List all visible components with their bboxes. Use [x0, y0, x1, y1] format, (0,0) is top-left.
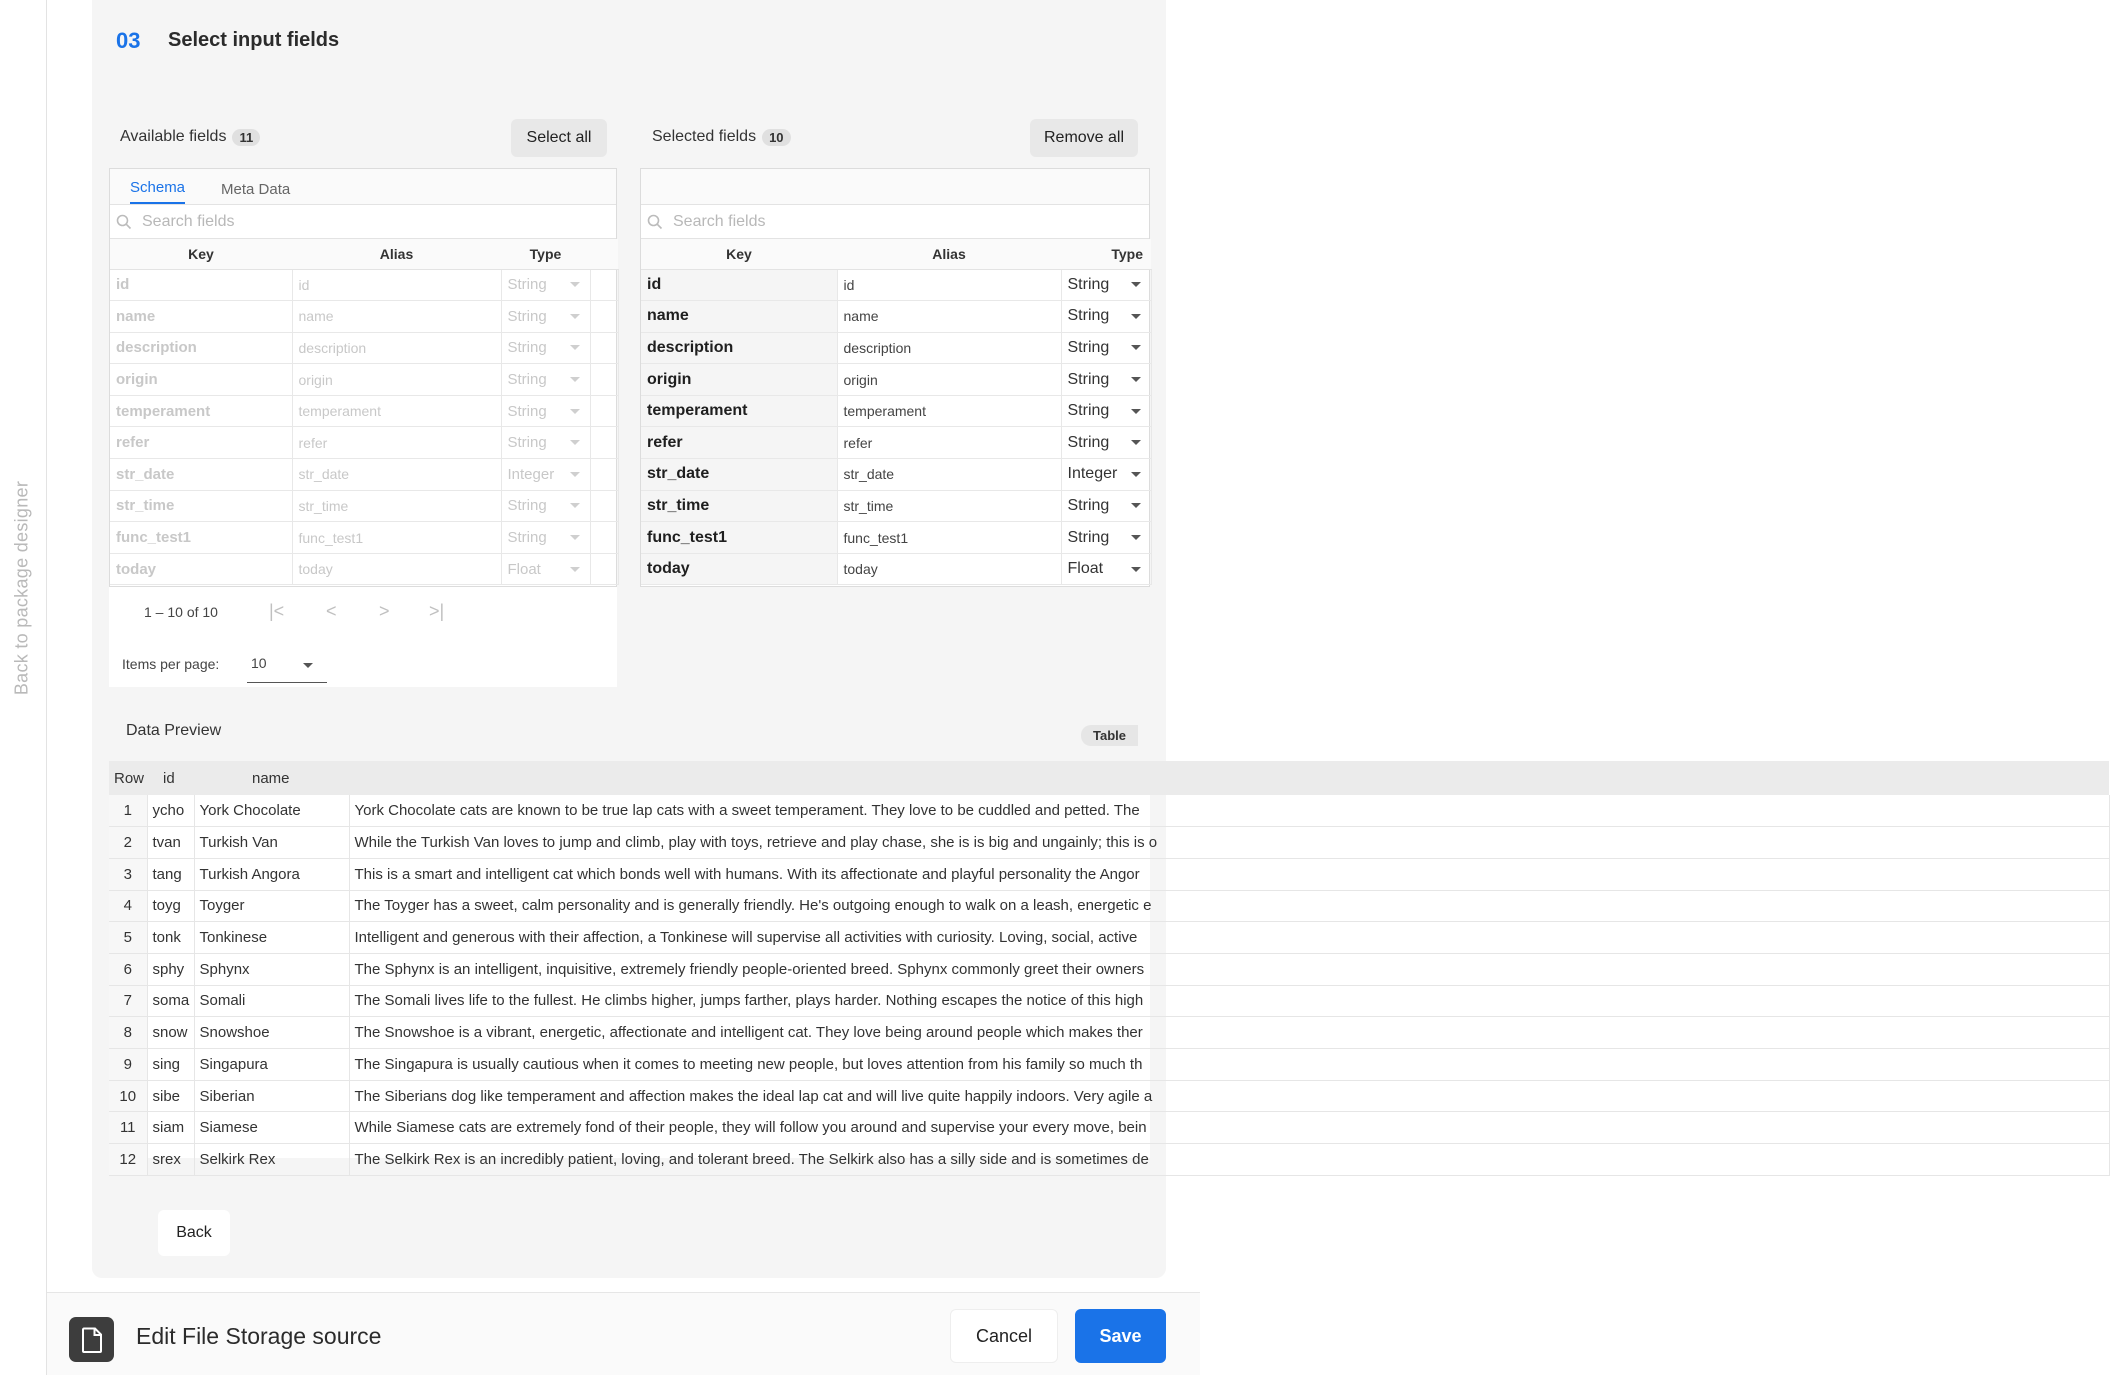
field-type-value: Integer: [507, 465, 555, 483]
selected-field-row[interactable]: [641, 301, 1151, 333]
remove-all-button[interactable]: Remove all: [1030, 119, 1138, 157]
cancel-button[interactable]: Cancel: [950, 1309, 1058, 1363]
col-name: name: [194, 761, 349, 795]
table-row: [109, 795, 2109, 827]
chevron-down-icon: [1131, 409, 1141, 414]
step-title: Select input fields: [168, 29, 340, 51]
search-icon: [647, 214, 663, 230]
chevron-down-icon: [570, 314, 580, 319]
table-row: [109, 1144, 2109, 1176]
data-preview-table: [109, 761, 2110, 1176]
field-type-value: String: [507, 371, 547, 389]
field-type-select[interactable]: [1061, 395, 1151, 427]
selected-field-row[interactable]: [641, 490, 1151, 522]
row-number: 7: [109, 985, 147, 1017]
row-number: 9: [109, 1049, 147, 1081]
field-alias-input[interactable]: str_date: [837, 459, 1061, 491]
items-per-page-value: 10: [251, 655, 267, 671]
field-alias-input[interactable]: name: [837, 301, 1061, 333]
chevron-down-icon: [570, 440, 580, 445]
field-key: refer: [641, 427, 837, 459]
table-row: [109, 1112, 2109, 1144]
field-type-select[interactable]: [1061, 301, 1151, 333]
field-type-value: String: [1067, 307, 1110, 325]
field-type-value: String: [1067, 370, 1110, 388]
col-alias: Alias: [292, 239, 501, 269]
cell-id: sibe: [147, 1080, 194, 1112]
field-type-value: String: [507, 339, 547, 357]
data-preview-table-container[interactable]: [109, 761, 1158, 1168]
table-row: [109, 1017, 2109, 1049]
field-key: description: [641, 332, 837, 364]
row-number: 8: [109, 1017, 147, 1049]
field-type-select[interactable]: [501, 332, 590, 364]
row-spacer: [590, 269, 618, 301]
selected-count-badge: 10: [762, 129, 790, 146]
field-key: name: [641, 301, 837, 333]
field-alias-input[interactable]: id: [837, 269, 1061, 301]
row-spacer: [590, 364, 618, 396]
col-id: id: [147, 761, 194, 795]
col-key: Key: [641, 239, 837, 269]
field-alias-input[interactable]: refer: [837, 427, 1061, 459]
cell-id: tang: [147, 858, 194, 890]
chevron-down-icon: [1131, 377, 1141, 382]
selected-fields-text: Selected fields: [652, 128, 757, 145]
row-spacer: [590, 459, 618, 491]
field-type-select[interactable]: [1061, 490, 1151, 522]
selected-search[interactable]: [641, 205, 1149, 239]
cell-description: While Siamese cats are extremely fond of their people, they will follow you around and supervise your every move, bein: [349, 1112, 2109, 1144]
cell-description: The Siberians dog like temperament and affection makes the ideal lap cat and will live quite happily indoors. Very agile a: [349, 1080, 2109, 1112]
field-key: str_time: [110, 490, 292, 522]
cell-id: tvan: [147, 827, 194, 859]
table-view-toggle[interactable]: Table: [1081, 725, 1138, 746]
field-alias: name: [292, 301, 501, 333]
available-field-row[interactable]: [110, 459, 618, 491]
selected-field-row[interactable]: [641, 553, 1151, 585]
field-type-select[interactable]: [501, 459, 590, 491]
field-alias-input[interactable]: today: [837, 553, 1061, 585]
prev-page-icon[interactable]: <: [326, 601, 337, 621]
chevron-down-icon: [1131, 282, 1141, 287]
selected-field-row[interactable]: [641, 522, 1151, 554]
row-number: 6: [109, 953, 147, 985]
field-type-select[interactable]: [1061, 459, 1151, 491]
field-type-value: String: [1067, 338, 1110, 356]
field-alias-input[interactable]: description: [837, 332, 1061, 364]
chevron-down-icon: [570, 503, 580, 508]
tab-meta-data[interactable]: Meta Data: [221, 181, 291, 198]
field-key: today: [641, 553, 837, 585]
field-key: str_date: [641, 459, 837, 491]
field-type-select[interactable]: [501, 395, 590, 427]
available-fields-table: [110, 239, 619, 585]
field-type-value: String: [507, 497, 547, 515]
row-spacer: [590, 553, 618, 585]
field-type-select[interactable]: [501, 269, 590, 301]
cell-name: Siberian: [194, 1080, 349, 1112]
field-alias: str_time: [292, 490, 501, 522]
cell-id: sing: [147, 1049, 194, 1081]
field-type-select[interactable]: [501, 553, 590, 585]
field-type-value: String: [507, 276, 547, 294]
col-row: Row: [109, 761, 147, 795]
table-row: [109, 953, 2109, 985]
field-key: name: [110, 301, 292, 333]
field-type-value: String: [507, 307, 547, 325]
left-rail: [0, 0, 47, 1375]
cell-id: sphy: [147, 953, 194, 985]
row-number: 4: [109, 890, 147, 922]
next-page-icon[interactable]: >: [379, 601, 390, 621]
field-key: id: [110, 269, 292, 301]
cell-name: Sphynx: [194, 953, 349, 985]
field-type-select[interactable]: [501, 364, 590, 396]
cell-description: The Somali lives life to the fullest. He climbs higher, jumps farther, plays harder. Nothing escapes the notice of this high: [349, 985, 2109, 1017]
field-type-value: String: [507, 529, 547, 547]
cell-description: The Snowshoe is a vibrant, energetic, affectionate and intelligent cat. They love being around people which makes ther: [349, 1017, 2109, 1049]
field-alias-input[interactable]: func_test1: [837, 522, 1061, 554]
field-alias: id: [292, 269, 501, 301]
row-spacer: [590, 490, 618, 522]
chevron-down-icon: [570, 567, 580, 572]
field-alias-input[interactable]: temperament: [837, 395, 1061, 427]
row-spacer: [590, 522, 618, 554]
cell-name: Tonkinese: [194, 922, 349, 954]
table-row: [109, 890, 2109, 922]
selected-fields-label: [652, 128, 791, 146]
row-number: 11: [109, 1112, 147, 1144]
available-fields-label: [120, 128, 260, 146]
chevron-down-icon: [1131, 503, 1141, 508]
available-field-row[interactable]: [110, 490, 618, 522]
field-type-select[interactable]: [1061, 427, 1151, 459]
field-alias-input[interactable]: str_time: [837, 490, 1061, 522]
field-type-value: String: [1067, 433, 1110, 451]
chevron-down-icon: [570, 377, 580, 382]
field-alias: func_test1: [292, 522, 501, 554]
row-spacer: [590, 395, 618, 427]
field-key: temperament: [110, 395, 292, 427]
available-tabs: [110, 169, 616, 205]
chevron-down-icon: [570, 345, 580, 350]
items-per-page-select[interactable]: [247, 649, 327, 683]
field-type-value: String: [1067, 496, 1110, 514]
available-field-row[interactable]: [110, 364, 618, 396]
chevron-down-icon: [570, 472, 580, 477]
selected-fields-table: [641, 239, 1152, 585]
field-key: func_test1: [641, 522, 837, 554]
selected-search-input[interactable]: Search fields: [673, 212, 766, 230]
field-key: str_time: [641, 490, 837, 522]
field-alias: refer: [292, 427, 501, 459]
field-alias: description: [292, 332, 501, 364]
table-row: [109, 1049, 2109, 1081]
col-alias: Alias: [837, 239, 1061, 269]
table-row: [109, 922, 2109, 954]
cell-name: Turkish Angora: [194, 858, 349, 890]
available-search-input[interactable]: Search fields: [142, 212, 235, 230]
cell-name: Singapura: [194, 1049, 349, 1081]
selected-field-row[interactable]: [641, 395, 1151, 427]
field-type-value: String: [507, 434, 547, 452]
col-type: Type: [1061, 239, 1151, 269]
field-type-select[interactable]: [1061, 522, 1151, 554]
chevron-down-icon: [1131, 567, 1141, 572]
search-icon: [116, 214, 132, 230]
cell-id: toyg: [147, 890, 194, 922]
cell-id: ycho: [147, 795, 194, 827]
available-count-badge: 11: [232, 129, 260, 146]
chevron-down-icon: [1131, 472, 1141, 477]
cell-description: The Sphynx is an intelligent, inquisitive, extremely friendly people-oriented breed. Sphynx commonly greet their owners: [349, 953, 2109, 985]
back-to-designer-link[interactable]: Back to package designer: [11, 480, 32, 696]
chevron-down-icon: [1131, 314, 1141, 319]
paginator: [109, 587, 617, 687]
row-number: 3: [109, 858, 147, 890]
step-number: 03: [116, 28, 141, 53]
tab-schema[interactable]: Schema: [130, 179, 185, 204]
data-preview-label: Data Preview: [126, 722, 222, 739]
row-number: 12: [109, 1144, 147, 1176]
field-alias: origin: [292, 364, 501, 396]
field-alias: str_date: [292, 459, 501, 491]
cell-description: York Chocolate cats are known to be true lap cats with a sweet temperament. They love to be cuddled and petted. The: [349, 795, 2109, 827]
cell-name: Selkirk Rex: [194, 1144, 349, 1176]
select-all-button[interactable]: Select all: [511, 119, 607, 157]
chevron-down-icon: [570, 535, 580, 540]
cell-name: Snowshoe: [194, 1017, 349, 1049]
available-field-row[interactable]: [110, 427, 618, 459]
field-key: refer: [110, 427, 292, 459]
available-fields-panel: [109, 168, 617, 587]
cell-description: The Singapura is usually cautious when it comes to meeting new people, but loves attention from his family so much th: [349, 1049, 2109, 1081]
field-key: id: [641, 269, 837, 301]
chevron-down-icon: [1131, 440, 1141, 445]
field-type-value: String: [1067, 275, 1110, 293]
field-type-value: Integer: [1067, 465, 1118, 483]
chevron-down-icon: [570, 282, 580, 287]
row-number: 5: [109, 922, 147, 954]
cell-name: Turkish Van: [194, 827, 349, 859]
field-type-select[interactable]: [1061, 332, 1151, 364]
field-type-value: String: [1067, 528, 1110, 546]
cell-description: Intelligent and generous with their affection, a Tonkinese will supervise all activities with curiosity. Loving, social, active: [349, 922, 2109, 954]
selected-field-row[interactable]: [641, 364, 1151, 396]
field-type-select[interactable]: [501, 490, 590, 522]
field-key: temperament: [641, 395, 837, 427]
available-field-row[interactable]: [110, 553, 618, 585]
cell-id: tonk: [147, 922, 194, 954]
field-key: origin: [110, 364, 292, 396]
cell-name: Toyger: [194, 890, 349, 922]
chevron-down-icon: [570, 409, 580, 414]
row-number: 2: [109, 827, 147, 859]
table-row: [109, 985, 2109, 1017]
row-spacer: [590, 332, 618, 364]
available-fields-text: Available fields: [120, 128, 227, 145]
available-field-row[interactable]: [110, 395, 618, 427]
cell-description: While the Turkish Van loves to jump and climb, play with toys, retrieve and play chase, she is is big and ungainly; this is o: [349, 827, 2109, 859]
selected-field-row[interactable]: [641, 427, 1151, 459]
cell-id: siam: [147, 1112, 194, 1144]
last-page-icon[interactable]: >|: [429, 601, 445, 621]
available-field-row[interactable]: [110, 301, 618, 333]
field-type-select[interactable]: [1061, 364, 1151, 396]
field-type-value: String: [507, 402, 547, 420]
col-description: [349, 761, 2109, 795]
field-type-value: String: [1067, 402, 1110, 420]
selected-fields-panel: [640, 168, 1150, 587]
field-key: str_date: [110, 459, 292, 491]
available-field-row[interactable]: [110, 332, 618, 364]
available-field-row[interactable]: [110, 269, 618, 301]
field-type-select[interactable]: [1061, 553, 1151, 585]
field-alias: temperament: [292, 395, 501, 427]
dialog-title: Edit File Storage source: [136, 1323, 382, 1349]
cell-id: soma: [147, 985, 194, 1017]
selected-field-row[interactable]: [641, 269, 1151, 301]
col-type: Type: [501, 239, 590, 269]
first-page-icon[interactable]: |<: [269, 601, 285, 621]
cell-name: Somali: [194, 985, 349, 1017]
chevron-down-icon: [1131, 535, 1141, 540]
cell-description: This is a smart and intelligent cat which bonds well with humans. With its affectionate and playful personality the Angor: [349, 858, 2109, 890]
available-search[interactable]: [110, 205, 616, 239]
file-icon: [69, 1317, 114, 1362]
cell-description: The Toyger has a sweet, calm personality and is generally friendly. He's outgoing enough to walk on a leash, energetic e: [349, 890, 2109, 922]
back-button[interactable]: Back: [158, 1210, 230, 1256]
save-button[interactable]: Save: [1075, 1309, 1166, 1363]
cell-id: snow: [147, 1017, 194, 1049]
field-type-value: Float: [507, 560, 541, 578]
field-type-select[interactable]: [501, 427, 590, 459]
chevron-down-icon: [303, 663, 313, 668]
field-type-select[interactable]: [501, 301, 590, 333]
field-key: description: [110, 332, 292, 364]
field-type-value: Float: [1067, 560, 1104, 578]
table-row: [109, 858, 2109, 890]
row-number: 1: [109, 795, 147, 827]
cell-description: The Selkirk Rex is an incredibly patient, loving, and tolerant breed. The Selkirk also has a silly side and is sometimes de: [349, 1144, 2109, 1176]
field-alias-input[interactable]: origin: [837, 364, 1061, 396]
row-spacer: [590, 301, 618, 333]
cell-name: Siamese: [194, 1112, 349, 1144]
cell-id: srex: [147, 1144, 194, 1176]
available-field-row[interactable]: [110, 522, 618, 554]
cell-name: York Chocolate: [194, 795, 349, 827]
table-row: [109, 827, 2109, 859]
row-number: 10: [109, 1080, 147, 1112]
field-type-select[interactable]: [1061, 269, 1151, 301]
row-spacer: [590, 427, 618, 459]
col-key: Key: [110, 239, 292, 269]
selected-field-row[interactable]: [641, 332, 1151, 364]
chevron-down-icon: [1131, 345, 1141, 350]
field-key: today: [110, 553, 292, 585]
items-per-page-label: Items per page:: [122, 656, 220, 672]
selected-field-row[interactable]: [641, 459, 1151, 491]
page-range: 1 – 10 of 10: [144, 604, 218, 620]
table-row: [109, 1080, 2109, 1112]
field-key: func_test1: [110, 522, 292, 554]
field-type-select[interactable]: [501, 522, 590, 554]
field-alias: today: [292, 553, 501, 585]
field-key: origin: [641, 364, 837, 396]
